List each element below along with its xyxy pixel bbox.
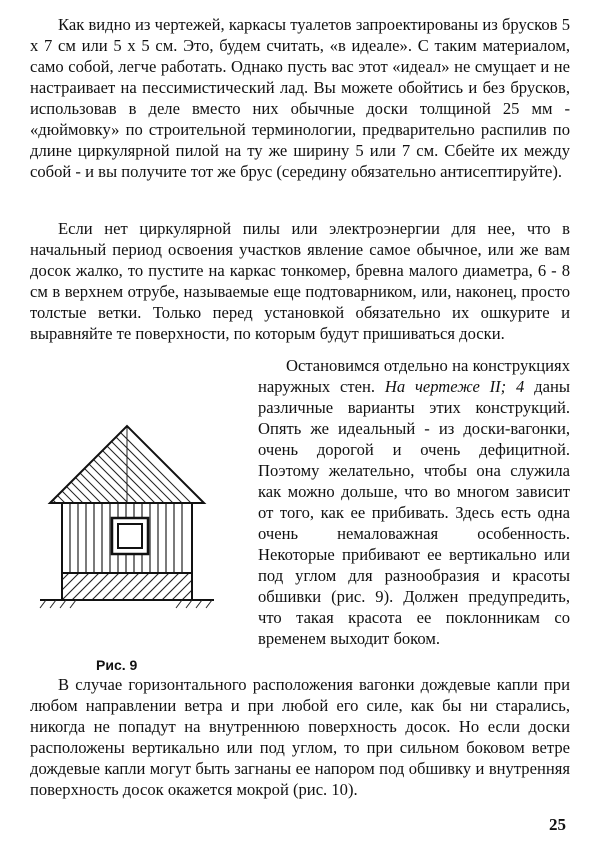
drawing-reference: На чертеже II; 4 <box>384 377 525 396</box>
page-number: 25 <box>549 815 566 834</box>
house-illustration <box>32 418 222 618</box>
paragraph-alternative-frame: Если нет циркулярной пилы или электроэнергии для нее, что в начальный период освоения участков явление самое обычное, или же вам досок жалко, то пустите на каркас тонкомер, бревна малого диаметра, 6 - 8 см в верхнем отрубе, называемые еще подтоварником, или, наконец, просто толстые ветки. Только перед установкой обязательно их ошкурите и выравняйте те поверхности, по которым будут пришиваться доски. <box>30 219 570 343</box>
figure-caption: Рис. 9 <box>96 657 138 673</box>
figure-house-drawing <box>32 418 222 618</box>
walls-text-start: Остановимся отдельно на конструкциях наружных стен. <box>258 356 570 396</box>
paragraph-horizontal-boards: В случае горизонтального расположения вагонки дождевые капли при любом направлении ветра и при любой его силе, как бы ни старались, никогда не попадут на внутреннюю поверхность досок. Но если доски расположены вертикально или под углом, то при сильном боковом ветре дождевые капли могут быть загнаны ее напором под обшивку и внутренняя поверхность досок окажется мокрой (рис. 10). <box>30 675 570 799</box>
paragraph-exterior-walls <box>258 355 570 649</box>
paragraph-frame-material: Как видно из чертежей, каркасы туалетов запроектированы из брусков 5 х 7 см или 5 х 5 см. Это, будем считать, «в идеале». С таким материалом, само собой, легче работать. Однако пусть вас этот «идеал» не смущает и не настраивает на пессимистический лад. Вы можете обойтись и без брусков, использовав в деле вместо них обычные доски толщиной 25 мм - «дюймовку» по строительной терминологии, предварительно распилив по длине циркулярной пилой на ту же ширину 5 или 7 см. Сбейте их между собой - и вы получите тот же брус (середину обязательно антисептируйте). <box>30 15 570 181</box>
walls-text-rest: даны различные варианты этих конструкций. Опять же идеальный - из доски-вагонки, очень дорогой и очень дефицитной. Поэтому желательно, чтобы она служила как можно дольше, что во многом зависит от того, как ее прибивать. Здесь есть одна очень немаловажная особенность. Некоторые прибивают ее вертикально или под углом для разнообразия и красоты обшивки (рис. 9). Должен предупредить, что такая красота ее поклонникам со временем выходит боком. <box>258 377 570 648</box>
